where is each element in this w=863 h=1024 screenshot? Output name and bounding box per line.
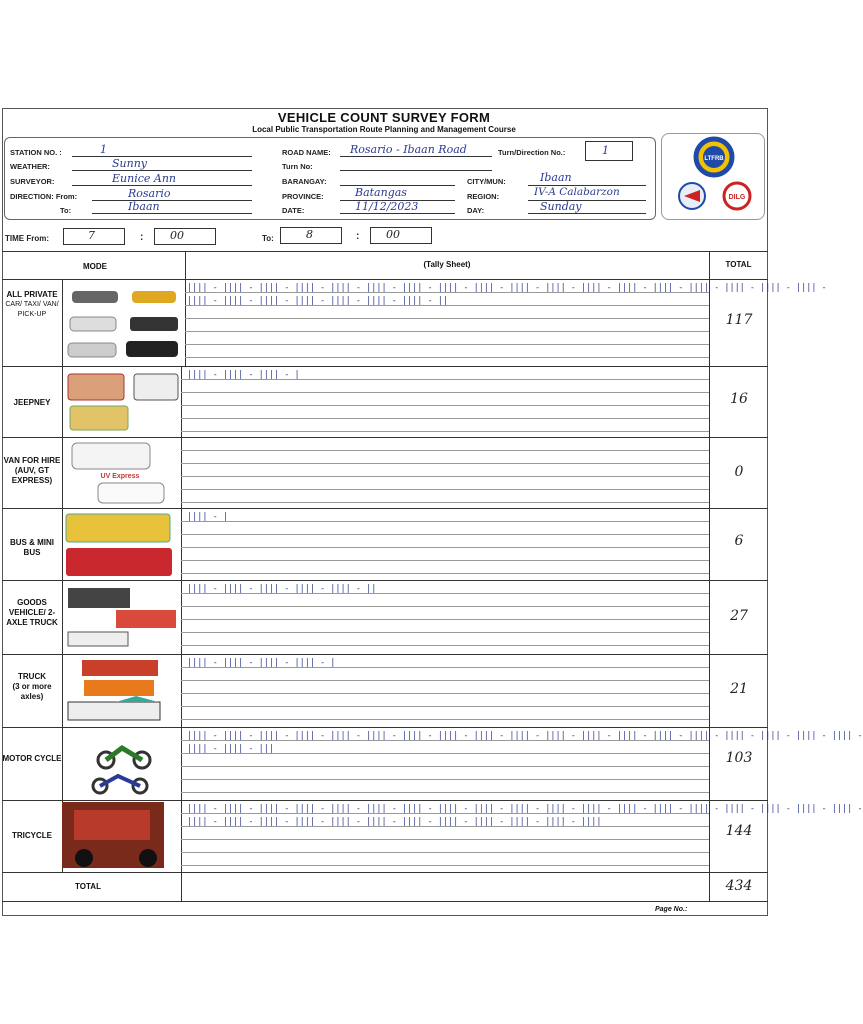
tally-rule-line [181, 839, 709, 840]
tally-rule-line [181, 450, 709, 451]
total-goods: 27 [730, 608, 748, 624]
tally-rule-line [181, 606, 709, 607]
tally-rule-line [185, 357, 709, 358]
time-to-min: 00 [386, 228, 400, 241]
row-mode-jeepney: JEEPNEY [13, 398, 51, 407]
date-value: 11/12/2023 [355, 200, 419, 213]
total-tricycle: 144 [725, 823, 753, 839]
date-label: DATE: [282, 206, 305, 215]
row-mode-private: ALL PRIVATE CAR/ TAXI/ VAN/ PICK-UP [5, 290, 59, 318]
tally-rule-line [181, 852, 709, 853]
day-label: DAY: [467, 206, 485, 215]
tally-rule-line [181, 779, 709, 780]
tally-rule-line [181, 405, 709, 406]
private-vehicles-icon [64, 283, 182, 363]
tally-rule-line [181, 719, 709, 720]
tally-rule-line [185, 344, 709, 345]
turn-direction-label: Turn/Direction No.: [498, 148, 566, 157]
tally-rule-line [181, 547, 709, 548]
van-icon [66, 441, 182, 505]
form-title: VEHICLE COUNT SURVEY FORM [277, 110, 491, 125]
motorcycle-icon [86, 736, 156, 796]
province-label: PROVINCE: [282, 192, 324, 201]
tally-truck: |||| - |||| - |||| - |||| - | [187, 658, 336, 668]
tricycle-icon [60, 800, 166, 870]
row-mode-motorcycle: MOTOR CYCLE [2, 754, 62, 763]
turn-direction-box [585, 141, 633, 161]
tally-goods: |||| - |||| - |||| - |||| - |||| - || [187, 584, 377, 594]
tally-rule-line [181, 418, 709, 419]
tally-rule-line [181, 463, 709, 464]
tally-rule-line [181, 680, 709, 681]
time-sep: : [140, 232, 144, 243]
tally-rule-line [181, 573, 709, 574]
col-mode-header: MODE [83, 262, 107, 271]
total-truck: 21 [730, 681, 748, 697]
tally-rule-line [181, 431, 709, 432]
jeepney-icon [66, 370, 182, 434]
row-mode-tricycle: TRICYCLE [12, 831, 52, 840]
time-sep-2: : [356, 231, 360, 242]
bus-icon [64, 512, 182, 578]
tally-rule-line [181, 693, 709, 694]
dilg-logo-text: DILG [728, 194, 746, 201]
region-label: REGION: [467, 192, 500, 201]
total-motorcycle: 103 [725, 750, 753, 766]
time-to-hour: 8 [306, 228, 313, 241]
tally-rule-line [181, 489, 709, 490]
time-to-min-box [370, 227, 432, 244]
tally-rule-line [181, 706, 709, 707]
tally-rule-line [181, 476, 709, 477]
tally-rule-line [181, 792, 709, 793]
turn-direction-value: 1 [602, 144, 609, 157]
road-name-label: ROAD NAME: [282, 148, 331, 157]
station-value: 1 [100, 143, 107, 156]
weather-label: WEATHER: [10, 162, 50, 171]
ltfrb-logo-text: LTFRB [704, 156, 724, 162]
tally-rule-line [181, 865, 709, 866]
tally-rule-line [185, 318, 709, 319]
time-from-min-box [154, 228, 216, 245]
tally-rule-line [181, 632, 709, 633]
ltfrb-dilg-logo-icon [662, 134, 766, 221]
tally-tricycle: |||| - |||| - |||| - |||| - |||| - |||| - |||| - |||| - |||| - |||| - |||| - |||| - |||| - |||| - |||| - |||| - |||| - |||| - |||| - |||| - |||| - |||| - |||| - |||| - |||| - |||| - |||| - |||| - |||| - |||| - |||| [187, 804, 863, 827]
grand-total: 434 [725, 878, 753, 894]
turn-no-label: Turn No: [282, 162, 313, 171]
tally-rule-line [181, 502, 709, 503]
row-mode-bus: BUS & MINI BUS [10, 538, 54, 557]
tally-motorcycle: |||| - |||| - |||| - |||| - |||| - |||| - |||| - |||| - |||| - |||| - |||| - |||| - |||| - |||| - |||| - |||| - |||| - |||| - |||| - |||| - |||| - ||| [187, 731, 863, 754]
col-total-header: TOTAL [725, 260, 752, 269]
tally-private: |||| - |||| - |||| - |||| - |||| - |||| - |||| - |||| - |||| - |||| - |||| - |||| - |||| - |||| - |||| - |||| - |||| - |||| - |||| - |||| - |||| - |||| - |||| - |||| - |||| - || [187, 283, 827, 306]
tally-rule-line [181, 619, 709, 620]
direction-from-value: Rosario [128, 187, 171, 200]
tally-rule-line [181, 645, 709, 646]
day-value: Sunday [540, 200, 582, 213]
tally-rule-line [185, 331, 709, 332]
tally-rule-line [181, 560, 709, 561]
to-label: To: [60, 206, 72, 215]
total-bus: 6 [734, 533, 744, 549]
tally-rule-line [181, 534, 709, 535]
total-van: 0 [734, 464, 744, 480]
region-value: IV-A Calabarzon [534, 186, 620, 198]
road-name-value: Rosario - Ibaan Road [350, 143, 467, 156]
time-to-label: To: [262, 234, 274, 243]
surveyor-label: SURVEYOR: [10, 177, 55, 186]
row-total-label: TOTAL [75, 882, 101, 891]
tally-bus: |||| - | [187, 512, 228, 522]
total-jeepney: 16 [730, 391, 748, 407]
weather-value: Sunny [112, 157, 148, 170]
goods-vehicle-icon [66, 584, 182, 650]
time-from-hour: 7 [88, 229, 95, 242]
row-mode-van: VAN FOR HIRE (AUV, GT EXPRESS) [3, 456, 61, 485]
tally-rule-line [181, 392, 709, 393]
svg-text:UV Express: UV Express [100, 473, 140, 480]
tally-rule-line [181, 766, 709, 767]
agency-logos [661, 133, 765, 220]
col-tally-header: (Tally Sheet) [423, 260, 471, 269]
page-number-label: Page No.: [655, 906, 688, 913]
tally-jeepney: |||| - |||| - |||| - | [187, 370, 300, 380]
form-subtitle: Local Public Transportation Route Planning and Management Course [252, 125, 516, 134]
to-value: Ibaan [128, 200, 160, 213]
barangay-label: BARANGAY: [282, 177, 327, 186]
direction-from-label: DIRECTION: From: [10, 192, 78, 201]
truck-icon [66, 658, 182, 724]
time-from-label: TIME From: [5, 234, 49, 243]
city-value: Ibaan [540, 171, 572, 184]
city-label: CITY/MUN: [467, 177, 506, 186]
station-label: STATION NO. : [10, 148, 62, 157]
surveyor-value: Eunice Ann [112, 172, 176, 185]
total-private: 117 [725, 312, 753, 328]
province-value: Batangas [355, 186, 407, 199]
row-mode-goods: GOODS VEHICLE/ 2-AXLE TRUCK [6, 598, 58, 627]
time-from-min: 00 [170, 229, 184, 242]
row-mode-truck: TRUCK (3 or more axles) [12, 672, 52, 701]
